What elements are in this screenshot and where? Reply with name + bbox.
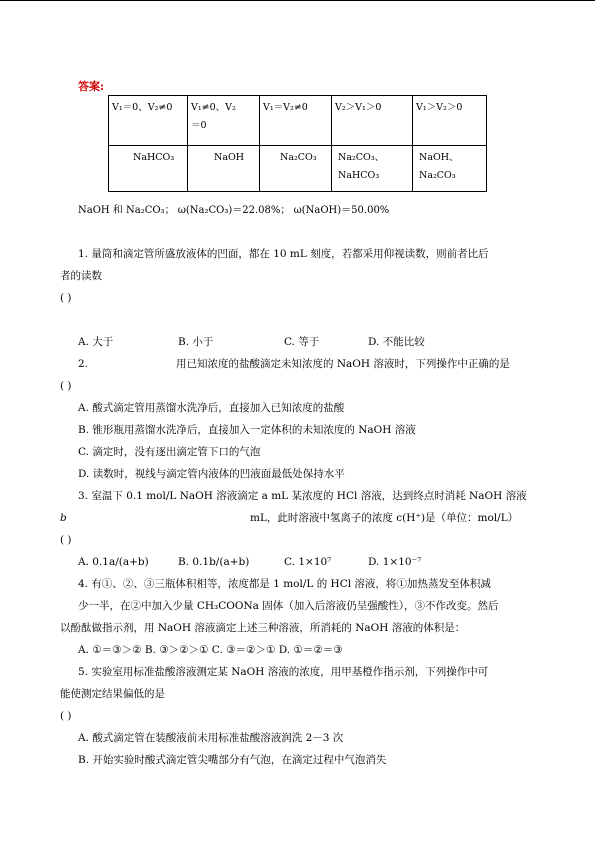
result-cell: Na₂CO₃、 NaHCO₃ (332, 146, 413, 192)
answer-table (108, 95, 487, 192)
result-cell: NaHCO₃ (109, 146, 188, 192)
q2-answer-bracket: ( ) (60, 380, 72, 392)
q1-option-a: A. 大于 (78, 336, 114, 348)
q5-answer-bracket: ( ) (60, 710, 72, 722)
q5-line2: 能使测定结果偏低的是 (60, 688, 165, 700)
q3-option-d: D. 1×10⁻⁷ (368, 556, 422, 568)
conditions-row (109, 96, 487, 146)
q4-options: A. ①＝③＞② B. ③＞②＞① C. ③＝②＞① D. ①＝②＝③ (78, 644, 343, 656)
q3-line1: 3. 室温下 0.1 mol/L NaOH 溶液滴定 a mL 某浓度的 HCl 溶液，达到终点时消耗 NaOH 溶液 (78, 490, 527, 502)
answer-label: 答案: (78, 80, 105, 93)
q3-answer-bracket: ( ) (60, 534, 72, 546)
q2-option-b: B. 锥形瓶用蒸馏水洗净后，直接加入一定体积的未知浓度的 NaOH 溶液 (78, 424, 416, 436)
q2-option-c: C. 滴定时，没有逐出滴定管下口的气泡 (78, 446, 261, 458)
q2-option-d: D. 读数时，视线与滴定管内液体的凹液面最低处保持水平 (78, 468, 345, 480)
q3-b-variable: b (60, 512, 67, 524)
q5-line1: 5. 实验室用标准盐酸溶液测定某 NaOH 溶液的浓度，用甲基橙作指示剂，下列操作中可 (78, 666, 489, 678)
q1-answer-bracket: ( ) (60, 292, 72, 304)
condition-cell: V₁≠0、V₂ ＝0 (188, 96, 260, 146)
q4-line1: 4. 有①、②、③三瓶体积相等，浓度都是 1 mol/L 的 HCl 溶液，将①加热蒸发至体积减 (78, 578, 491, 590)
q4-line2: 少一半，在②中加入少量 CH₃COONa 固体（加入后溶液仍呈强酸性），③不作改变。然后 (78, 600, 499, 612)
condition-cell: V₁＞V₂＞0 (413, 96, 487, 146)
result-cell: NaOH (188, 146, 260, 192)
q2-number: 2. (78, 358, 89, 370)
condition-cell: V₁＝V₂≠0 (260, 96, 332, 146)
q5-option-b: B. 开始实验时酸式滴定管尖嘴部分有气泡，在滴定过程中气泡消失 (78, 754, 387, 766)
q3-option-a: A. 0.1a/(a+b) (78, 556, 149, 568)
q2-line1: 用已知浓度的盐酸滴定未知浓度的 NaOH 溶液时，下列操作中正确的是 (176, 358, 510, 370)
q3-option-c: C. 1×10⁷ (284, 556, 332, 568)
page-top-border (0, 0, 595, 1)
result-cell: Na₂CO₃ (260, 146, 332, 192)
q3-option-b: B. 0.1b/(a+b) (178, 556, 250, 568)
q1-line1: 1. 量筒和滴定管所盛放液体的凹面，都在 10 mL 刻度，若都采用仰视读数，则前者比后 (78, 248, 489, 260)
result-cell: NaOH、 Na₂CO₃ (413, 146, 487, 192)
q1-option-b: B. 小于 (178, 336, 214, 348)
q3-line2: mL，此时溶液中氢离子的浓度 c(H⁺)是（单位：mol/L） (250, 512, 519, 524)
condition-cell: V₂＞V₁＞0 (332, 96, 413, 146)
summary-line: NaOH 和 Na₂CO₃； ω(Na₂CO₃)＝22.08%； ω(NaOH)＝50.00% (78, 205, 390, 216)
q4-line3: 以酚酞做指示剂，用 NaOH 溶液滴定上述三种溶液，所消耗的 NaOH 溶液的体积是： (60, 622, 466, 634)
q1-option-d: D. 不能比较 (368, 336, 425, 348)
q1-option-c: C. 等于 (284, 336, 320, 348)
results-row (109, 146, 487, 192)
q1-line2: 者的读数 (60, 270, 102, 282)
q2-option-a: A. 酸式滴定管用蒸馏水洗净后，直接加入已知浓度的盐酸 (78, 402, 345, 414)
q5-option-a: A. 酸式滴定管在装酸液前未用标准盐酸溶液润洗 2－3 次 (78, 732, 344, 744)
condition-cell: V₁＝0、V₂≠0 (109, 96, 188, 146)
